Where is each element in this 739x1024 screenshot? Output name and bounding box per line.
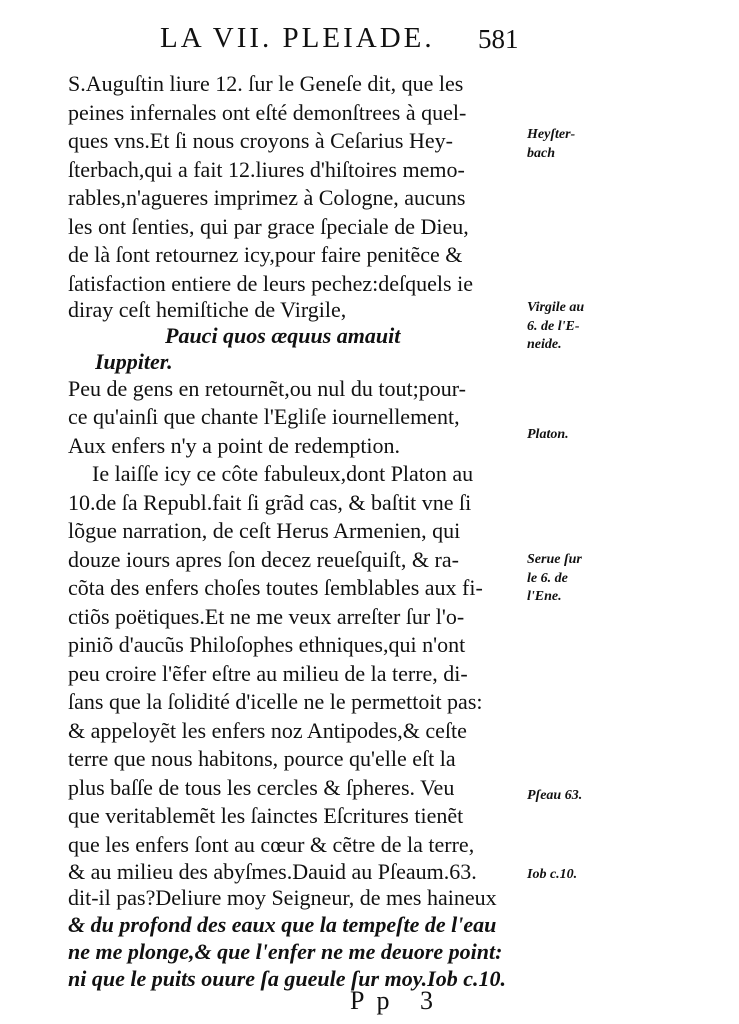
text-line: ctiõs poëtiques.Et ne me veux arreſter ſur l'o- <box>68 603 465 629</box>
text-line: que les enfers ſont au cœur & cẽtre de la terre, <box>68 831 475 857</box>
text-line: dit-il pas?Deliure moy Seigneur, de mes haineux <box>68 885 497 911</box>
margin-note: le 6. de <box>527 570 568 586</box>
text-line: douze iours apres ſon decez reueſquiſt, & ra- <box>68 546 459 572</box>
margin-note: bach <box>527 145 555 161</box>
quote-line: & du profond des eaux que la tempeſte de l'eau <box>68 911 497 937</box>
text-line: Ie laiſſe icy ce côte fabuleux,dont Platon au <box>92 461 474 487</box>
text-line: ſterbach,qui a fait 12.liures d'hiſtoires memo- <box>68 156 465 182</box>
text-line: peines infernales ont eſté demonſtrees à quel- <box>68 99 467 125</box>
text-line: plus baſſe de tous les cercles & ſpheres. Veu <box>68 774 455 800</box>
margin-note: Virgile au <box>527 300 585 316</box>
text-line: S.Auguſtin liure 12. ſur le Geneſe dit, que les <box>68 71 464 96</box>
text-line: lõgue narration, de ceſt Herus Armenien, qui <box>68 518 461 544</box>
margin-note: Iob c.10. <box>527 866 578 882</box>
quote-line: Pauci quos æquus amauit <box>165 323 401 349</box>
margin-note: l'Ene. <box>527 589 562 605</box>
signature-mark: Pp 3 <box>350 986 445 1015</box>
quote-line: ne me plonge,& que l'enfer ne me deuore point: <box>68 938 503 964</box>
margin-note: neide. <box>527 336 562 352</box>
margin-note: Pſeau 63. <box>527 787 583 803</box>
margin-note: Platon. <box>527 427 569 443</box>
text-line: rables,n'agueres imprimez à Cologne, aucuns <box>68 185 466 211</box>
text-line: & appeloyẽt les enfers noz Antipodes,& ceſte <box>68 717 467 743</box>
margin-note: 6. de l'E- <box>527 318 580 334</box>
quote-line: ni que le puits ouure ſa gueule ſur moy.Iob c.10. <box>68 965 506 991</box>
text-line: peu croire l'ẽfer eſtre au milieu de la terre, di- <box>68 660 468 686</box>
text-line: ce qu'ainſi que chante l'Egliſe iournellement, <box>68 404 460 430</box>
margin-note: Heyſter- <box>527 127 576 143</box>
running-header: LA VII. PLEIADE. <box>160 22 435 54</box>
margin-note: Serue ſur <box>527 552 582 568</box>
text-line: Peu de gens en retournẽt,ou nul du tout;pour- <box>68 375 466 401</box>
text-line: ques vns.Et ſi nous croyons à Ceſarius Hey- <box>68 128 453 154</box>
text-line: terre que nous habitons, pource qu'elle eſt la <box>68 746 456 772</box>
text-line: Aux enfers n'y a point de redemption. <box>68 432 401 458</box>
text-line: 10.de ſa Republ.fait ſi grãd cas, & baſtit vne ſi <box>68 489 472 515</box>
text-line: ſatisfaction entiere de leurs pechez:deſquels ie <box>68 270 473 296</box>
text-line: ſans que la ſolidité d'icelle ne le permettoit pas: <box>68 689 483 715</box>
quote-line: Iuppiter. <box>95 348 173 374</box>
text-line: diray ceſt hemiſtiche de Virgile, <box>68 297 347 323</box>
text-line: de là ſont retournez icy,pour faire penitẽce & <box>68 242 463 268</box>
text-line: & au milieu des abyſmes.Dauid au Pſeaum.63. <box>68 858 477 884</box>
text-line: cõta des enfers choſes toutes ſemblables aux fi- <box>68 575 483 601</box>
text-line: piniõ d'aucũs Philoſophes ethniques,qui n'ont <box>68 632 466 658</box>
text-line: que veritablemẽt les ſainctes Eſcritures tienẽt <box>68 803 464 829</box>
text-line: les ont ſenties, qui par grace ſpeciale de Dieu, <box>68 213 469 239</box>
page-number: 581 <box>478 24 519 54</box>
